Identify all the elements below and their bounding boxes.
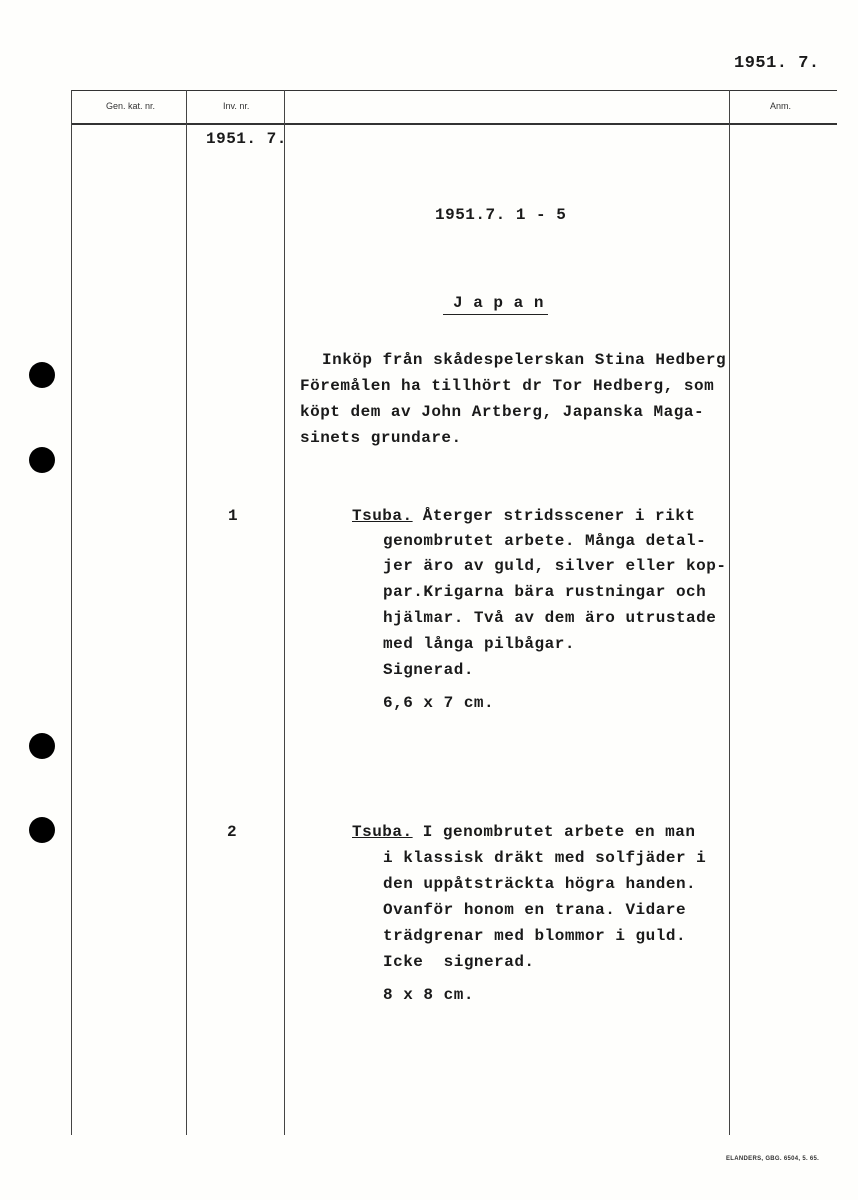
inv-entry: 1951. 7. (206, 130, 287, 148)
country-heading-text: J a p a n (443, 294, 548, 315)
item-size: 6,6 x 7 cm. (383, 694, 495, 712)
header-anm: Anm. (770, 101, 792, 111)
range-title: 1951.7. 1 - 5 (435, 206, 567, 224)
item-line: i klassisk dräkt med solfjäder i (383, 849, 707, 867)
country-heading (443, 294, 548, 315)
column-divider-text (284, 90, 285, 1135)
punch-hole (29, 362, 55, 388)
item-line: jer äro av guld, silver eller kop- (383, 557, 727, 575)
punch-hole (29, 817, 55, 843)
card-number: 1951. 7. (734, 54, 820, 73)
item-first-line-rest: I genombrutet arbete en man (412, 823, 696, 841)
item-first-line-rest: Återger stridsscener i rikt (412, 507, 696, 525)
item-title: Tsuba. (352, 823, 413, 841)
item-line: par.Krigarna bära rustningar och (383, 583, 707, 601)
column-divider-anm (729, 90, 730, 1135)
item-first-line (352, 507, 695, 525)
item-number: 1 (228, 507, 239, 525)
header-inv-nr: Inv. nr. (223, 101, 250, 111)
punch-hole (29, 733, 55, 759)
item-line: med långa pilbågar. (383, 635, 575, 653)
intro-line-1: Inköp från skådespelerskan Stina Hedberg (322, 351, 727, 369)
item-number: 2 (227, 823, 238, 841)
punch-hole (29, 447, 55, 473)
header-gen-kat-nr: Gen. kat. nr. (106, 101, 156, 111)
item-line: Ovanför honom en trana. Vidare (383, 901, 687, 919)
column-divider-inv (186, 90, 187, 1135)
item-line: den uppåtsträckta högra handen. (383, 875, 697, 893)
printer-mark: ELANDERS, GBG. 6504, 5. 65. (726, 1156, 820, 1162)
item-line: hjälmar. Två av dem äro utrustade (383, 609, 717, 627)
item-line: trädgrenar med blommor i guld. (383, 927, 687, 945)
item-size: 8 x 8 cm. (383, 986, 474, 1004)
item-line: Icke signerad. (383, 953, 535, 971)
intro-line-3: köpt dem av John Artberg, Japanska Maga- (300, 403, 705, 421)
item-line: Signerad. (383, 661, 474, 679)
item-first-line (352, 823, 695, 841)
intro-line-2: Föremålen ha tillhört dr Tor Hedberg, som (300, 377, 715, 395)
item-line: genombrutet arbete. Många detal- (383, 532, 707, 550)
intro-line-4: sinets grundare. (300, 429, 462, 447)
column-divider-left-edge (71, 90, 72, 1135)
item-title: Tsuba. (352, 507, 413, 525)
